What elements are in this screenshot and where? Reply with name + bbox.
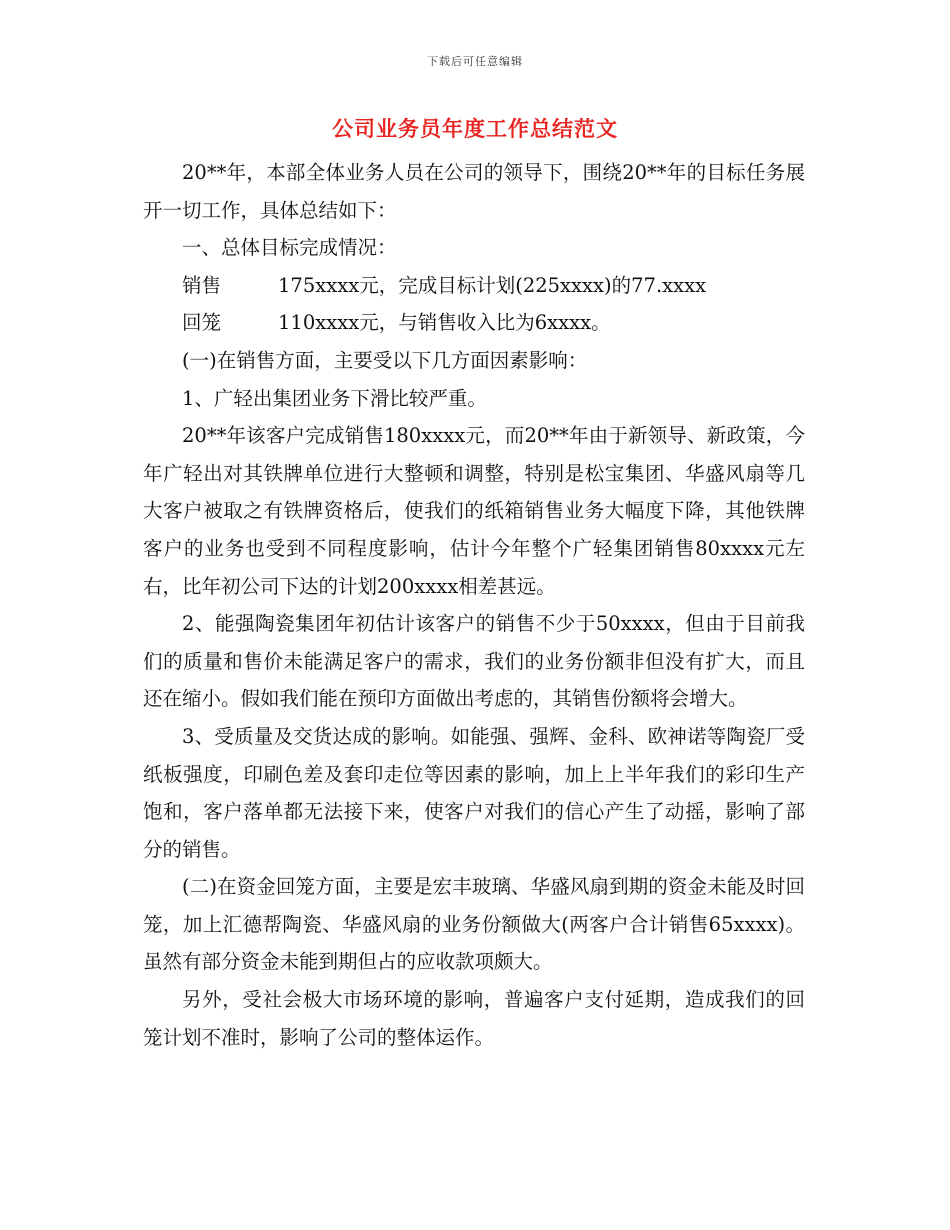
paragraph-intro: 20**年，本部全体业务人员在公司的领导下，围绕20**年的目标任务展开一切工作，具体总结如下： xyxy=(143,161,805,222)
paragraph-item1-detail: 20**年该客户完成销售180xxxx元，而20**年由于新领导、新政策，今年广轻出对其铁牌单位进行大整顿和调整，特别是松宝集团、华盛风扇等几大客户被取之有铁牌资格后，使我们的纸箱销售业务大幅度下降，其他铁牌客户的业务也受到不同程度影响，估计今年整个广轻集团销售80xxxx元左右，比年初公司下达的计划200xxxx相差甚远。 xyxy=(143,424,805,598)
collection-row xyxy=(143,304,805,342)
subsection-collection: (二)在资金回笼方面，主要是宏丰玻璃、华盛风扇到期的资金未能及时回笼，加上汇德帮陶瓷、华盛风扇的业务份额做大(两客户合计销售65xxxx)。虽然有部分资金未能到期但占的应收款项颇大。 xyxy=(143,875,805,974)
section-heading-overall-targets: 一、总体目标完成情况： xyxy=(182,236,397,260)
collection-label: 回笼 xyxy=(182,311,222,335)
paragraph-other: 另外，受社会极大市场环境的影响，普遍客户支付延期，造成我们的回笼计划不准时，影响了公司的整体运作。 xyxy=(143,988,805,1049)
sales-value: 175xxxx元，完成目标计划(225xxxx)的77.xxxx xyxy=(278,273,707,297)
document-body xyxy=(143,154,805,1056)
collection-value: 110xxxx元，与销售收入比为6xxxx。 xyxy=(278,311,611,335)
list-item-1: 1、广轻出集团业务下滑比较严重。 xyxy=(182,386,487,410)
list-item-3: 3、受质量及交货达成的影响。如能强、强辉、金科、欧神诺等陶瓷厂受纸板强度，印刷色差及套印走位等因素的影响，加上上半年我们的彩印生产饱和，客户落单都无法接下来，使客户对我们的信心产生了动摇，影响了部分的销售。 xyxy=(143,724,805,861)
sales-label: 销售 xyxy=(182,273,222,297)
page-header-note: 下载后可任意编辑 xyxy=(427,55,523,68)
list-item-2: 2、能强陶瓷集团年初估计该客户的销售不少于50xxxx，但由于目前我们的质量和售价未能满足客户的需求，我们的业务份额非但没有扩大，而且还在缩小。假如我们能在预印方面做出考虑的，其销售份额将会增大。 xyxy=(143,612,805,711)
subsection-sales: (一)在销售方面，主要受以下几方面因素影响： xyxy=(182,348,588,372)
sales-row xyxy=(143,267,805,305)
document-title: 公司业务员年度工作总结范文 xyxy=(332,116,618,141)
